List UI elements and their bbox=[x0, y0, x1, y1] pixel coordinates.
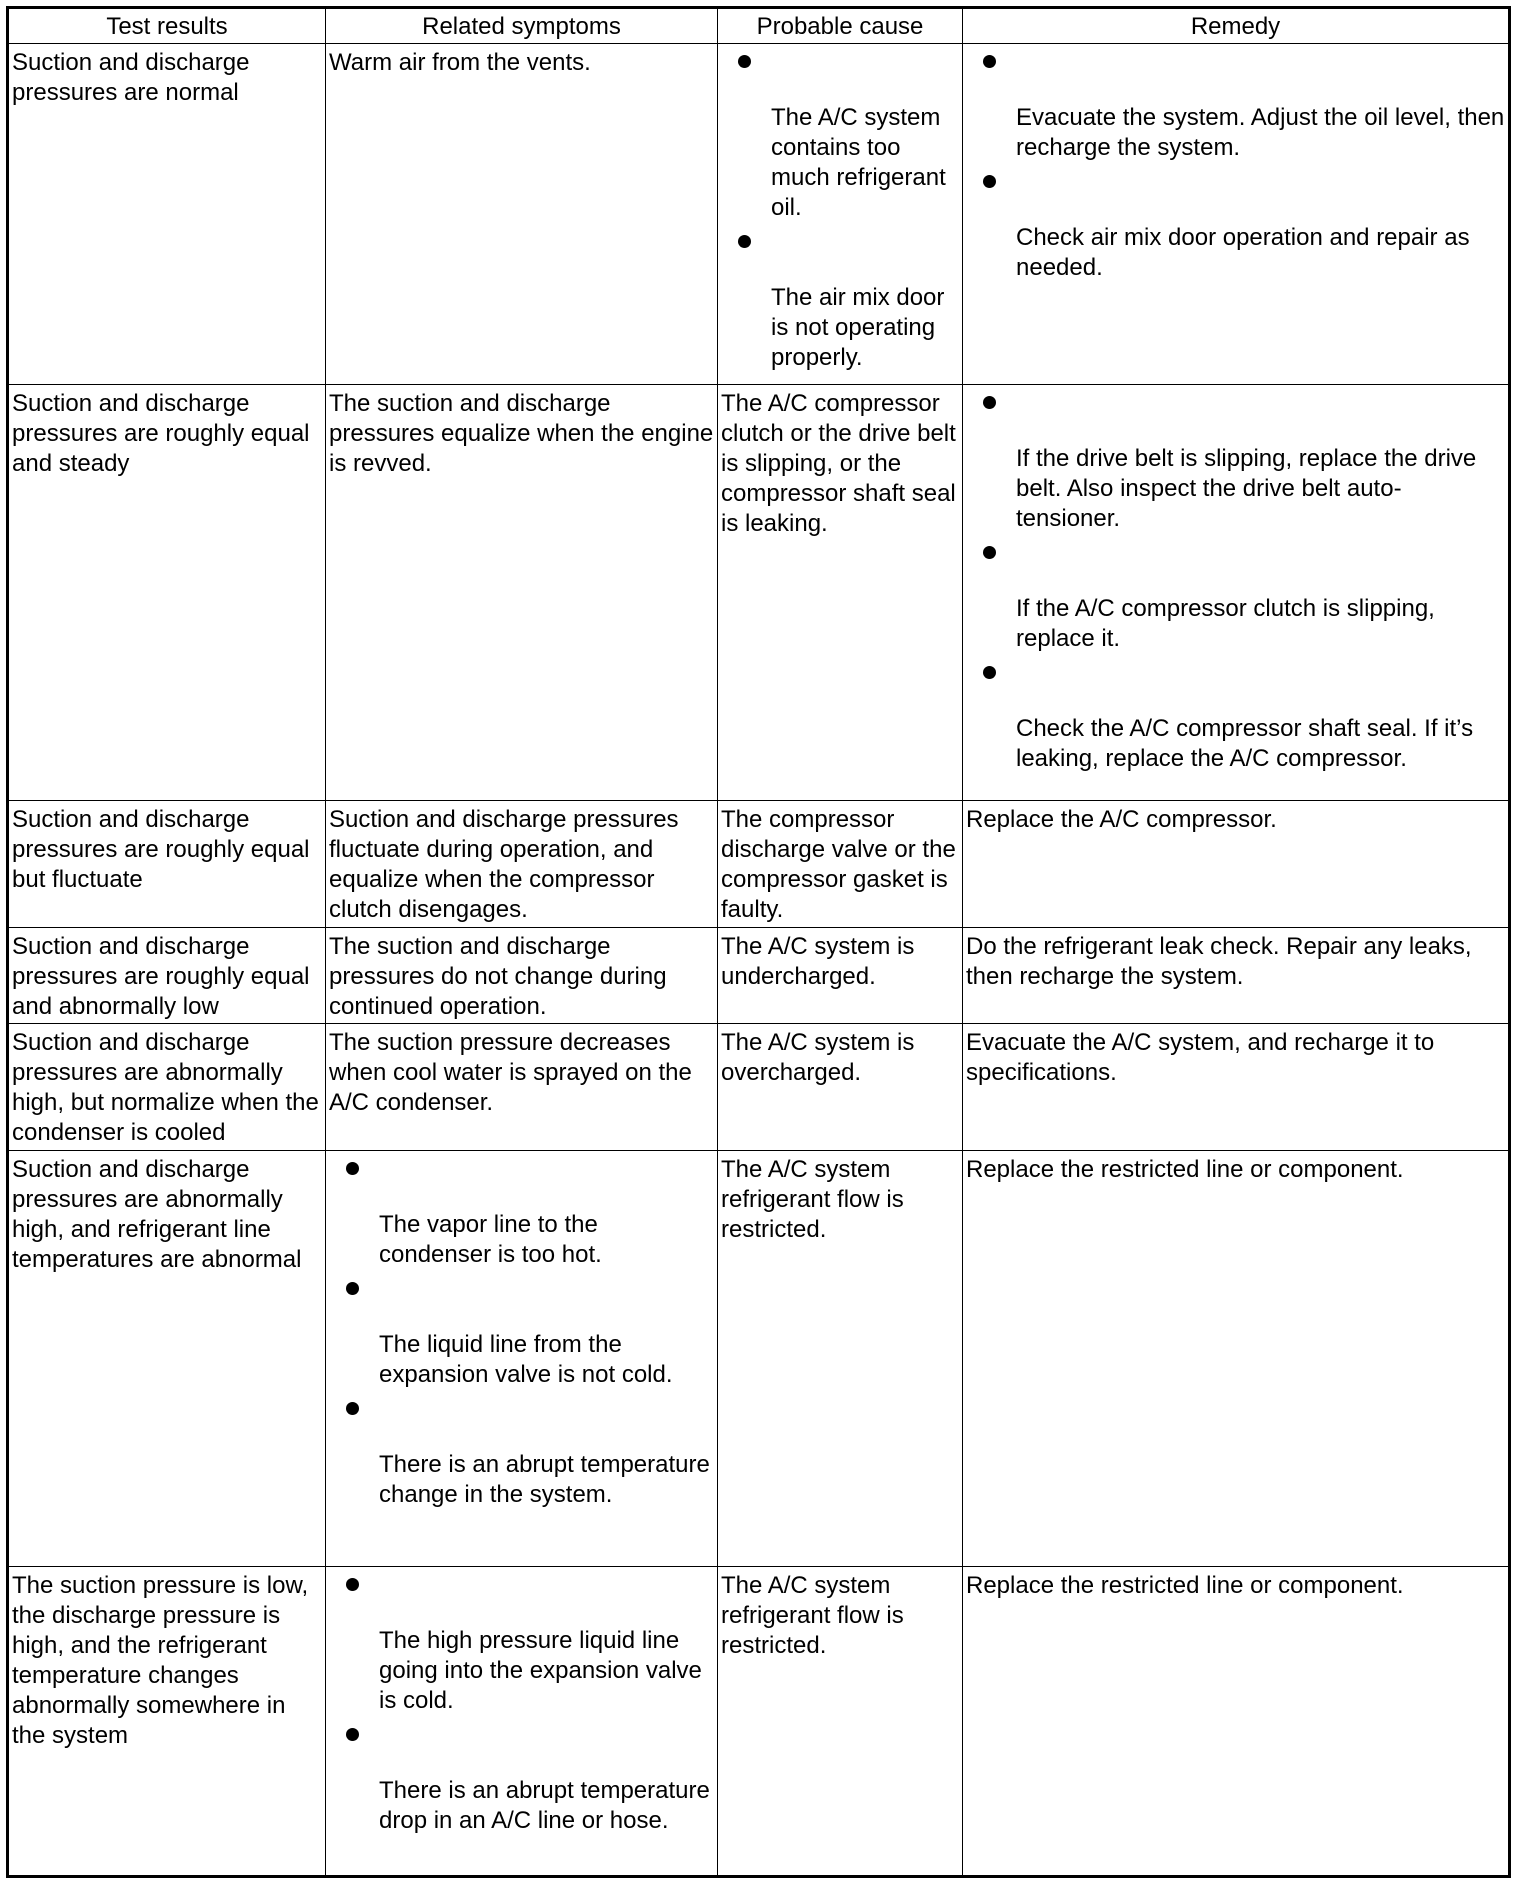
symptoms-cell bbox=[326, 1567, 718, 1877]
cause-cell: The compressor discharge valve or the compressor gasket is faulty. bbox=[718, 801, 963, 928]
table-row bbox=[8, 1567, 1510, 1877]
bullet-icon bbox=[983, 666, 996, 679]
symptoms-cell: The suction and discharge pressures do not change during continued operation. bbox=[326, 928, 718, 1024]
bullet-icon bbox=[738, 235, 751, 248]
test-result-cell: Suction and discharge pressures are roughly equal and abnormally low bbox=[8, 928, 326, 1024]
test-result-cell: Suction and discharge pressures are abnormally high, but normalize when the condenser is cooled bbox=[8, 1024, 326, 1151]
cause-cell: The A/C system is overcharged. bbox=[718, 1024, 963, 1151]
list-item bbox=[966, 659, 1505, 774]
cause-list bbox=[721, 48, 959, 373]
cause-text: The A/C system contains too much refrigerant oil. bbox=[771, 104, 946, 221]
test-result-cell: Suction and discharge pressures are normal bbox=[8, 44, 326, 385]
header-row bbox=[8, 8, 1510, 44]
list-item bbox=[329, 1395, 714, 1510]
list-item bbox=[966, 389, 1505, 539]
remedy-list bbox=[966, 389, 1505, 774]
symptoms-list bbox=[329, 1155, 714, 1510]
table-row bbox=[8, 1151, 1510, 1567]
list-item bbox=[329, 1721, 714, 1836]
bullet-icon bbox=[983, 55, 996, 68]
symptom-text: There is an abrupt temperature change in the system. bbox=[379, 1451, 710, 1508]
cause-cell: The A/C system refrigerant flow is restricted. bbox=[718, 1151, 963, 1567]
cause-cell: The A/C compressor clutch or the drive belt is slipping, or the compressor shaft seal is leaking. bbox=[718, 385, 963, 801]
list-item bbox=[966, 168, 1505, 283]
list-item bbox=[329, 1155, 714, 1275]
test-result-cell: Suction and discharge pressures are roughly equal and steady bbox=[8, 385, 326, 801]
bullet-icon bbox=[983, 175, 996, 188]
table-row bbox=[8, 801, 1510, 928]
symptoms-cell: Suction and discharge pressures fluctuate during operation, and equalize when the compressor clutch disengages. bbox=[326, 801, 718, 928]
symptoms-cell: The suction pressure decreases when cool water is sprayed on the A/C condenser. bbox=[326, 1024, 718, 1151]
test-result-cell: Suction and discharge pressures are roughly equal but fluctuate bbox=[8, 801, 326, 928]
bullet-icon bbox=[346, 1282, 359, 1295]
remedy-cell: Replace the A/C compressor. bbox=[963, 801, 1510, 928]
header-related-symptoms: Related symptoms bbox=[326, 8, 718, 44]
remedy-cell: Replace the restricted line or component. bbox=[963, 1151, 1510, 1567]
header-probable-cause: Probable cause bbox=[718, 8, 963, 44]
list-item bbox=[329, 1571, 714, 1721]
symptoms-list bbox=[329, 1571, 714, 1836]
list-item bbox=[721, 228, 959, 373]
list-item bbox=[966, 539, 1505, 659]
symptom-text: The high pressure liquid line going into the expansion valve is cold. bbox=[379, 1627, 702, 1714]
table-row bbox=[8, 928, 1510, 1024]
bullet-icon bbox=[983, 396, 996, 409]
remedy-text: Evacuate the system. Adjust the oil level, then recharge the system. bbox=[1016, 104, 1505, 161]
test-result-cell: The suction pressure is low, the discharge pressure is high, and the refrigerant temperature changes abnormally somewhere in the system bbox=[8, 1567, 326, 1877]
remedy-list bbox=[966, 48, 1505, 283]
table-row bbox=[8, 385, 1510, 801]
remedy-cell bbox=[963, 44, 1510, 385]
cause-cell bbox=[718, 44, 963, 385]
cause-cell: The A/C system is undercharged. bbox=[718, 928, 963, 1024]
header-test-results: Test results bbox=[8, 8, 326, 44]
table-row bbox=[8, 44, 1510, 385]
bullet-icon bbox=[346, 1162, 359, 1175]
list-item bbox=[966, 48, 1505, 168]
symptoms-cell bbox=[326, 1151, 718, 1567]
cause-text: The air mix door is not operating properly. bbox=[771, 284, 945, 371]
remedy-cell: Replace the restricted line or component. bbox=[963, 1567, 1510, 1877]
symptom-text: The vapor line to the condenser is too hot. bbox=[379, 1211, 602, 1268]
list-item bbox=[329, 1275, 714, 1395]
remedy-cell: Do the refrigerant leak check. Repair any leaks, then recharge the system. bbox=[963, 928, 1510, 1024]
test-result-cell: Suction and discharge pressures are abnormally high, and refrigerant line temperatures are abnormal bbox=[8, 1151, 326, 1567]
bullet-icon bbox=[346, 1578, 359, 1591]
bullet-icon bbox=[346, 1402, 359, 1415]
remedy-cell: Evacuate the A/C system, and recharge it to specifications. bbox=[963, 1024, 1510, 1151]
symptoms-cell: Warm air from the vents. bbox=[326, 44, 718, 385]
symptom-text: There is an abrupt temperature drop in an A/C line or hose. bbox=[379, 1777, 710, 1834]
symptoms-cell: The suction and discharge pressures equalize when the engine is revved. bbox=[326, 385, 718, 801]
remedy-text: Check the A/C compressor shaft seal. If it’s leaking, replace the A/C compressor. bbox=[1016, 715, 1474, 772]
list-item bbox=[721, 48, 959, 228]
bullet-icon bbox=[738, 55, 751, 68]
remedy-text: If the drive belt is slipping, replace the drive belt. Also inspect the drive belt auto-tensioner. bbox=[1016, 445, 1477, 532]
remedy-text: If the A/C compressor clutch is slipping, replace it. bbox=[1016, 595, 1435, 652]
table-row bbox=[8, 1024, 1510, 1151]
cause-cell: The A/C system refrigerant flow is restricted. bbox=[718, 1567, 963, 1877]
bullet-icon bbox=[983, 546, 996, 559]
header-remedy: Remedy bbox=[963, 8, 1510, 44]
remedy-cell bbox=[963, 385, 1510, 801]
troubleshooting-table bbox=[6, 6, 1511, 1878]
bullet-icon bbox=[346, 1728, 359, 1741]
symptom-text: The liquid line from the expansion valve is not cold. bbox=[379, 1331, 673, 1388]
remedy-text: Check air mix door operation and repair as needed. bbox=[1016, 224, 1470, 281]
